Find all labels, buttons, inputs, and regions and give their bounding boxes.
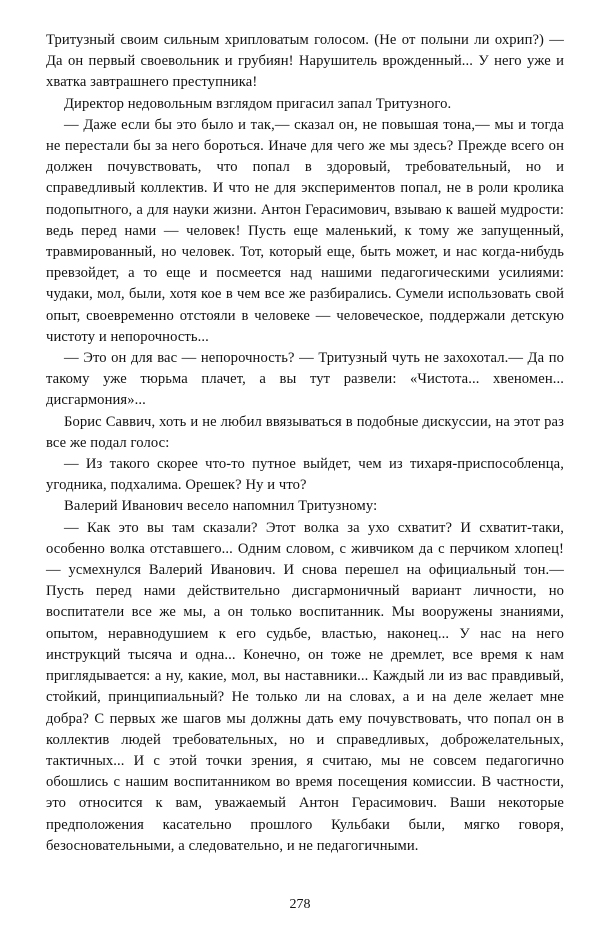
paragraph-6: — Из такого скорее что-то путное выйдет, чем из тихаря-приспособленца, угодника, подхалима. Орешек? Ну и что? xyxy=(46,456,564,494)
paragraph-8: — Как это вы там сказали? Этот волка за ухо схватит? И схватит-таки, особенно волка отставшего... Одним словом, с живчиком да с перчиком хлопец! — усмехнулся Валерий Иванович. И снова перешел на официальный тон.— Пусть перед нами действительно дисгармоничный вариант личности, но воспитатели все же мы, а он только воспитанник. Мы вооружены знаниями, опытом, неравнодушием к его судьбе, властью, наконец... У нас на него инструкций тысяча и одна... Конечно, он тоже не дремлет, все время к нам приглядывается: а ну, какие, мол, вы наставники... Каждый ли из вас правдивый, стойкий, принципиальный? Не только ли на словах, а и на деле желает мне добра? С первых же шагов мы должны дать ему почувствовать, что попал он в коллектив людей требовательных, но и справедливых, доброжелательных, тактичных... И с этой точки зрения, я считаю, мы не совсем педагогично обошлись с нашим воспитанником во время посещения комиссии. В частности, это относится к вам, уважаемый Антон Герасимович. Ваши некоторые предположения касательно прошлого Кульбаки были, мягко говоря, безосновательными, а следовательно, и не педагогичными. xyxy=(46,519,564,854)
page-body xyxy=(46,30,564,857)
paragraph-5: Борис Саввич, хоть и не любил ввязываться в подобные дискуссии, на этот раз все же подал голос: xyxy=(46,413,564,451)
paragraph-3: — Даже если бы это было и так,— сказал он, не повышая тона,— мы и тогда не перестали бы за него бороться. Иначе для чего же мы здесь? Прежде всего он должен почувствовать, что попал в здоровый, требовательный, но и справедливый коллектив. И что не для экспериментов попал, не в роли кролика подопытного, а для науки жизни. Антон Герасимович, взываю к вашей мудрости: ведь перед нами — человек! Пусть еще маленький, к тому же запущенный, травмированный, но человек. Тот, который еще, быть может, и нас когда-нибудь превзойдет, а то еще и посмеется над нашими педагогическими усилиями: чудаки, мол, были, хотя кое в чем все же разбирались. Сумели использовать свой опыт, своевременно отстояли в человеке — человеческое, поддержали детскую чистоту и непорочность... xyxy=(46,116,564,345)
paragraph-2: Директор недовольным взглядом пригасил запал Тритузного. xyxy=(64,95,452,112)
paragraph-1: Тритузный своим сильным хрипловатым голосом. (Не от полыни ли охрип?) — Да он первый своевольник и грубиян! Нарушитель врожденный... У него уже и хватка завтрашнего преступника! xyxy=(46,32,564,91)
page-number: 278 xyxy=(289,897,311,912)
paragraph-7: Валерий Иванович весело напомнил Тритузному: xyxy=(64,498,378,515)
paragraph-4: — Это он для вас — непорочность? — Тритузный чуть не захохотал.— Да по такому уже тюрьма плачет, а вы тут развели: «Чистота... хвеномен... дисгармония»... xyxy=(46,350,564,409)
